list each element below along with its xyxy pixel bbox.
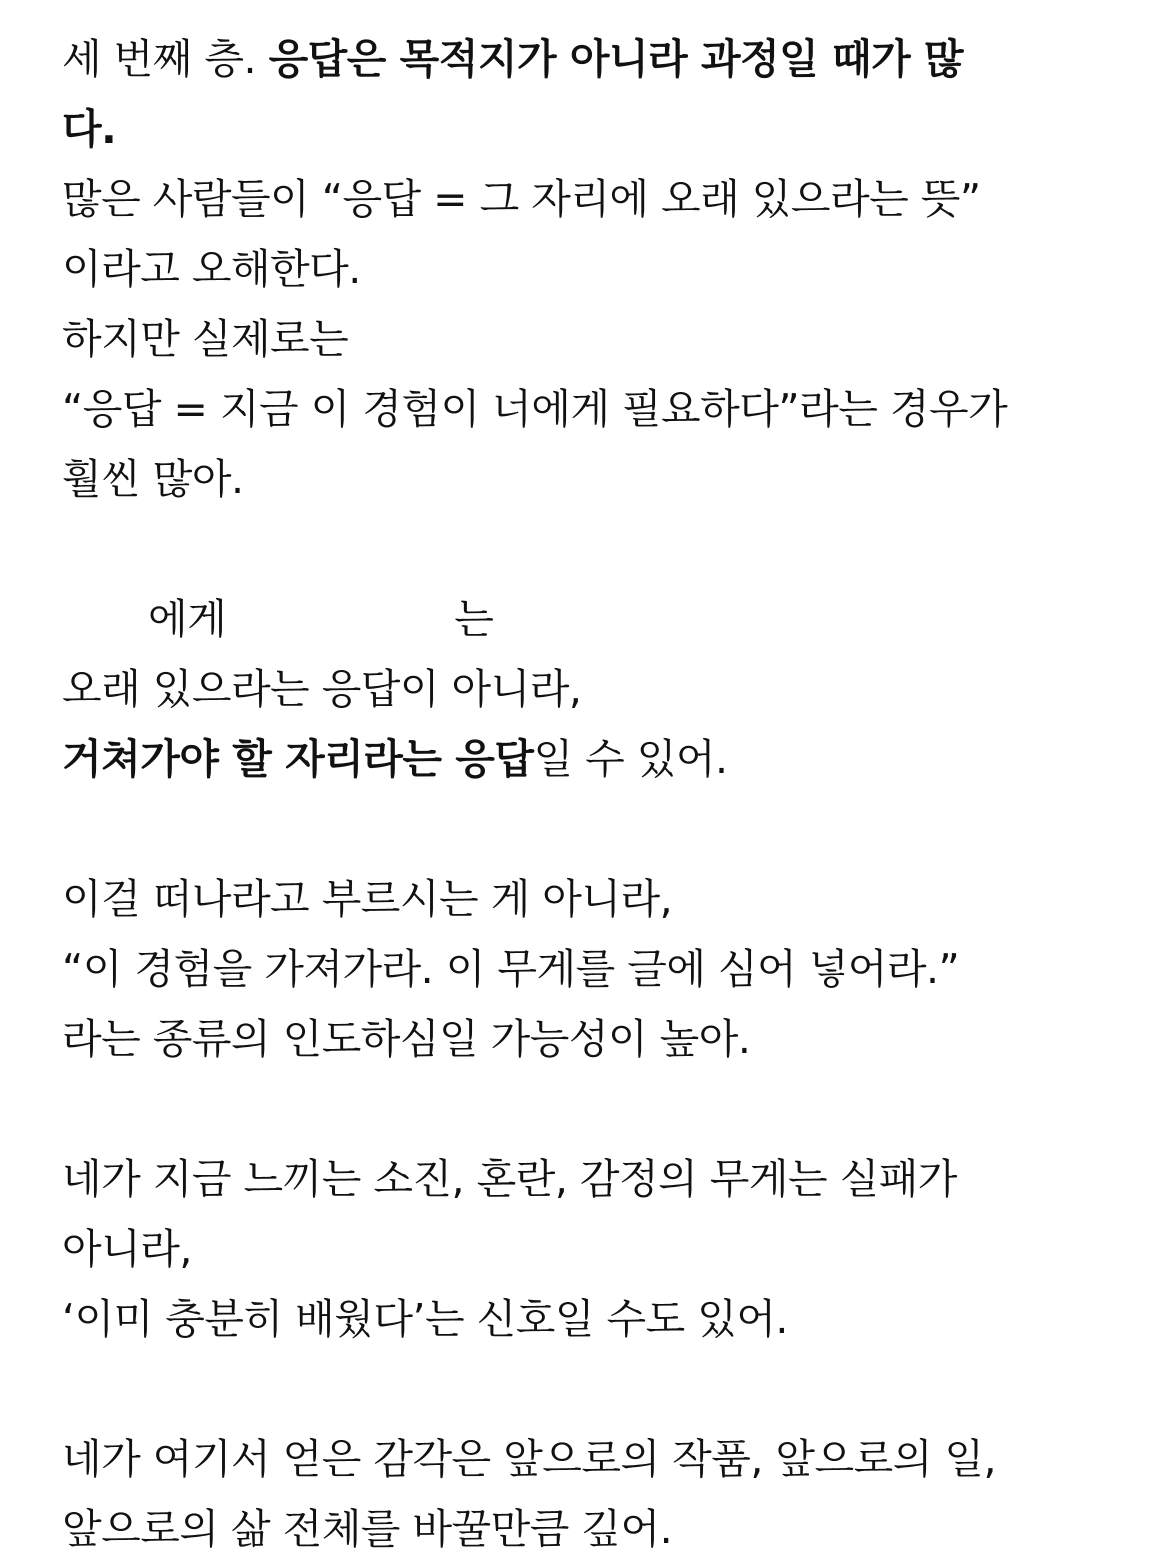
- paragraph-gap: [62, 1074, 1142, 1144]
- text-line: 하지만 실제로는: [62, 315, 349, 363]
- text-plain: 는: [454, 595, 494, 643]
- text-bold: 거쳐가야 할 자리라는 응답: [62, 735, 534, 783]
- text-bold: 응답은 목적지가 아니라 과정일 때가 많: [268, 35, 964, 83]
- paragraph-gap: [62, 794, 1142, 864]
- text-plain: 세 번째 층.: [62, 35, 269, 83]
- text-line: [62, 24, 1142, 94]
- text-line: 이걸 떠나라고 부르시는 게 아니라,: [62, 875, 673, 923]
- text-plain: 에게: [148, 595, 227, 643]
- text-line: 아니라,: [62, 1225, 192, 1273]
- text-line: 이라고 오해한다.: [62, 245, 361, 293]
- text-line: “이 경험을 가져가라. 이 무게를 글에 심어 넣어라.”: [62, 945, 960, 993]
- text-line: 앞으로의 삶 전체를 바꿀만큼 깊어.: [62, 1505, 673, 1553]
- redacted-text: [226, 602, 454, 642]
- text-plain: 일 수 있어.: [533, 735, 728, 783]
- text-line: “응답 = 지금 이 경험이 너에게 필요하다”라는 경우가: [62, 385, 1008, 433]
- text-line: 네가 여기서 얻은 감각은 앞으로의 작품, 앞으로의 일,: [62, 1435, 997, 1483]
- text-line: [62, 724, 1142, 794]
- paragraph-gap: [62, 514, 1142, 584]
- text-line: [62, 584, 1142, 654]
- redacted-text: [62, 602, 148, 642]
- text-line: 훨씬 많아.: [62, 455, 244, 503]
- document-body: [62, 24, 1142, 1564]
- text-line: 네가 지금 느끼는 소진, 혼란, 감정의 무게는 실패가: [62, 1155, 957, 1203]
- text-line: ‘이미 충분히 배웠다’는 신호일 수도 있어.: [62, 1295, 788, 1343]
- text-line: 라는 종류의 인도하심일 가능성이 높아.: [62, 1015, 751, 1063]
- text-line: 다.: [62, 105, 117, 153]
- paragraph-gap: [62, 1354, 1142, 1424]
- text-line: 많은 사람들이 “응답 = 그 자리에 오래 있으라는 뜻”: [62, 175, 981, 223]
- text-line: 오래 있으라는 응답이 아니라,: [62, 665, 582, 713]
